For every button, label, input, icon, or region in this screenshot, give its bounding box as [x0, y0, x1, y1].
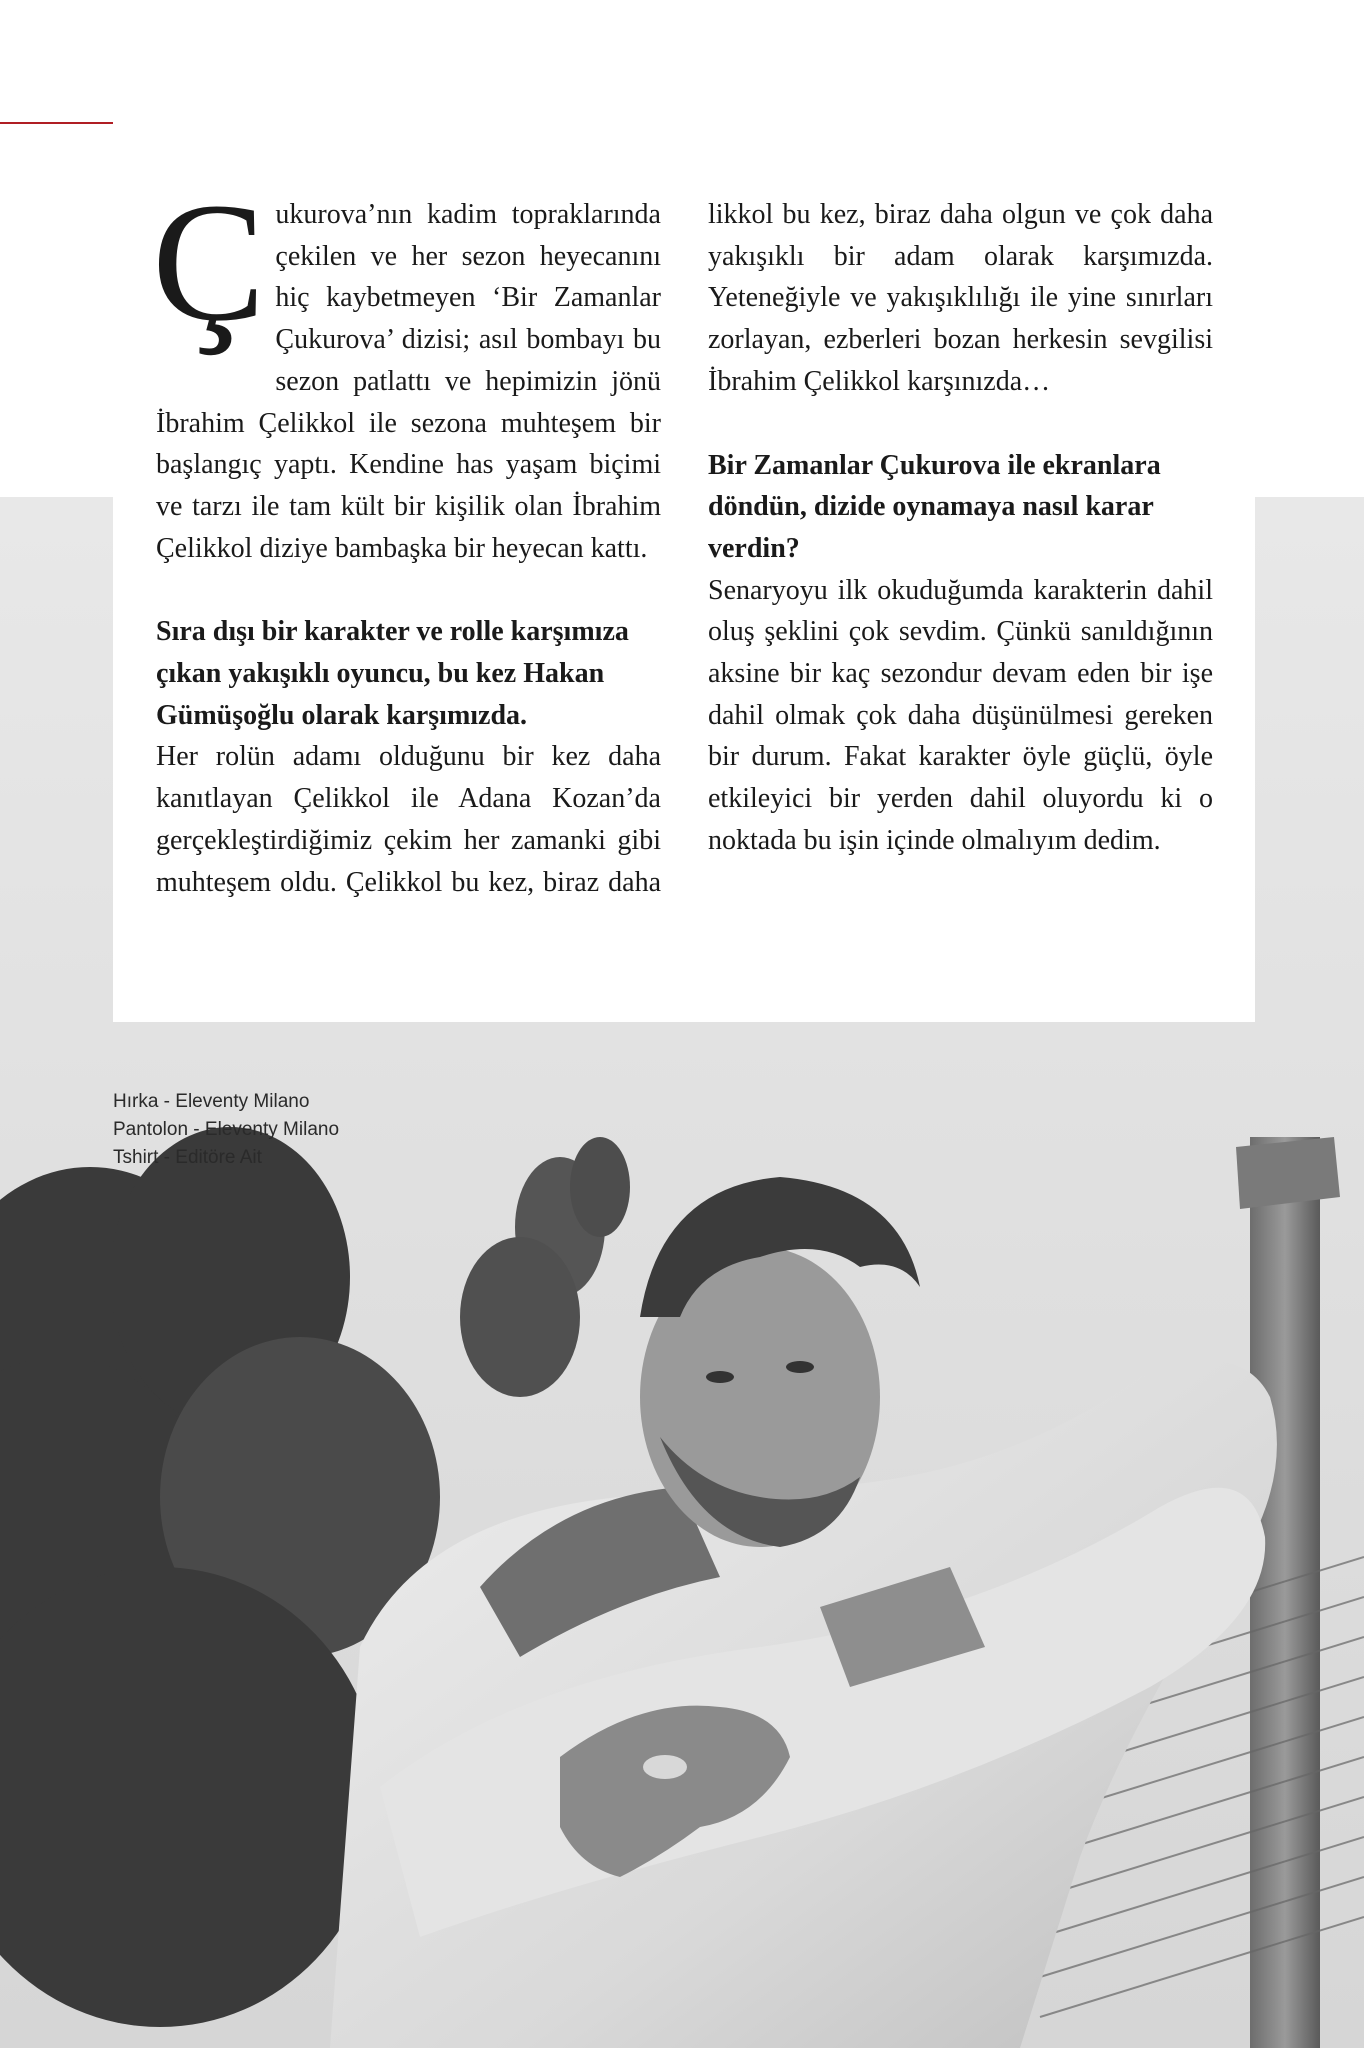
lead-question: Sıra dışı bir karakter ve rolle karşımıza çıkan yakışıklı oyuncu, bu kez Hakan Gümüşoğlu olarak karşımızda. — [156, 616, 629, 731]
credit-line: Tshirt - Editöre Ait — [113, 1147, 262, 1168]
lead-body-continued: likkol bu kez, biraz daha olgun ve çok daha yakışıklı bir adam olarak karşımızda. Yeteneğiyle ve yakışıklılığı ile yine sınırları zorlayan, ezberleri bozan herkesin sevgilisi İbrahim Çelikkol karşınızda… — [708, 199, 1213, 397]
interview-answer: Senaryoyu ilk okuduğumda karakterin dahil oluş şeklini çok sevdim. Çünkü sanıldığının aksine bir kaç sezondur devam eden bir işe dahil olmak çok daha düşünülmesi gereken bir durum. Fakat karakter öyle güçlü, öyle etkileyici bir yerden dahil oluyordu ki o noktada bu işin içinde olmalıyım dedim. — [708, 574, 1213, 856]
clothing-credits — [113, 1088, 339, 1172]
article-intro: ukurova’nın kadim topraklarında çekilen ve her sezon heyecanını hiç kaybetmeyen ‘Bir Zamanlar Çukurova’ dizisi; asıl bombayı bu sezon patlattı ve hepimizin jönü İbrahim Çelikkol ile sezona muhteşem bir başlangıç yaptı. Kendine has yaşam biçimi ve tarzı ile tam kült bir kişilik olan İbrahim Çelikkol diziye bambaşka bir heyecan kattı. — [156, 199, 661, 564]
article-column-left — [152, 168, 661, 904]
credit-line: Pantolon - Eleventy Milano — [113, 1119, 340, 1140]
interview-question: Bir Zamanlar Çukurova ile ekranlara döndün, dizide oynamaya nasıl karar verdin? — [708, 449, 1161, 564]
drop-cap: Ç — [152, 168, 266, 356]
article-column-right — [708, 194, 1213, 862]
lead-body: Her rolün adamı olduğunu bir kez daha kanıtlayan Çelikkol ile Adana Kozan’da gerçekleştirdiğimiz çekim her zamanki gibi muhteşem oldu. Çelikkol bu kez, biraz daha — [156, 741, 661, 898]
credit-line: Hırka - Eleventy Milano — [113, 1091, 310, 1112]
